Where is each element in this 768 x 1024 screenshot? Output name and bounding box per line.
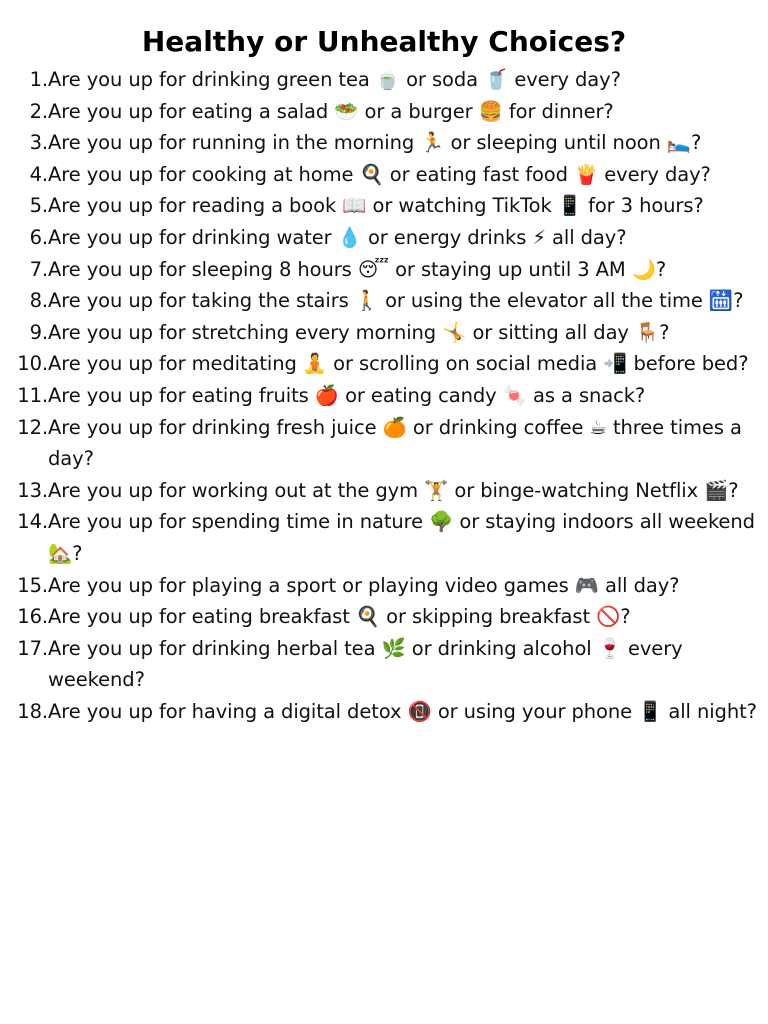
question-text: Are you up for having a digital detox 📵 or using your phone 📱 all night?	[48, 699, 757, 723]
question-number: 11.	[17, 383, 48, 407]
question-item	[0, 633, 768, 696]
question-item	[0, 190, 768, 222]
question-item	[0, 348, 768, 380]
question-item	[0, 570, 768, 602]
question-text: Are you up for cooking at home 🍳 or eating fast food 🍟 every day?	[48, 162, 711, 186]
question-text: Are you up for working out at the gym 🏋 or binge-watching Netflix 🎬?	[48, 478, 739, 502]
question-text: Are you up for eating fruits 🍎 or eating candy 🍬 as a snack?	[48, 383, 646, 407]
question-item	[0, 601, 768, 633]
question-number: 9.	[29, 320, 48, 344]
question-text: Are you up for meditating 🧘 or scrolling on social media 📲 before bed?	[48, 352, 749, 376]
question-text: Are you up for eating breakfast 🍳 or skipping breakfast 🚫?	[48, 605, 631, 629]
question-item	[0, 64, 768, 96]
question-text: Are you up for drinking fresh juice 🍊 or drinking coffee ☕ three times a day?	[48, 415, 742, 471]
question-item	[0, 412, 768, 475]
question-item	[0, 254, 768, 286]
question-text: Are you up for sleeping 8 hours 😴 or staying up until 3 AM 🌙?	[48, 257, 667, 281]
question-number: 14.	[17, 510, 48, 534]
question-item	[0, 696, 768, 728]
question-list	[0, 62, 768, 727]
question-text: Are you up for taking the stairs 🚶 or using the elevator all the time 🛗?	[48, 289, 744, 313]
question-number: 4.	[29, 162, 48, 186]
question-number: 15.	[17, 573, 48, 597]
question-number: 3.	[29, 131, 48, 155]
question-item	[0, 506, 768, 569]
question-number: 16.	[17, 605, 48, 629]
question-item	[0, 96, 768, 128]
question-item	[0, 285, 768, 317]
question-number: 13.	[17, 478, 48, 502]
question-text: Are you up for drinking herbal tea 🌿 or drinking alcohol 🍷 every weekend?	[48, 636, 683, 692]
question-item	[0, 127, 768, 159]
question-item	[0, 222, 768, 254]
page-title: Healthy or Unhealthy Choices?	[141, 25, 627, 58]
question-text: Are you up for drinking water 💧 or energy drinks ⚡ all day?	[48, 225, 627, 249]
question-number: 2.	[29, 99, 48, 123]
question-number: 6.	[29, 225, 48, 249]
question-text: Are you up for eating a salad 🥗 or a burger 🍔 for dinner?	[48, 99, 614, 123]
question-number: 8.	[29, 289, 48, 313]
question-item	[0, 475, 768, 507]
question-text: Are you up for stretching every morning 🤸 or sitting all day 🪑?	[48, 320, 670, 344]
question-text: Are you up for running in the morning 🏃 or sleeping until noon 🛌?	[48, 131, 702, 155]
question-number: 5.	[29, 194, 48, 218]
question-text: Are you up for drinking green tea 🍵 or soda 🥤 every day?	[48, 68, 621, 91]
question-number: 18.	[17, 699, 48, 723]
question-item	[0, 317, 768, 349]
question-item	[0, 159, 768, 191]
question-number: 12.	[17, 415, 48, 439]
question-number: 17.	[17, 636, 48, 660]
question-text: Are you up for spending time in nature 🌳 or staying indoors all weekend 🏡?	[48, 510, 755, 565]
question-number: 1.	[29, 68, 48, 91]
question-item	[0, 380, 768, 412]
question-number: 10.	[17, 352, 48, 376]
question-number: 7.	[29, 257, 48, 281]
question-text: Are you up for reading a book 📖 or watching TikTok 📱 for 3 hours?	[48, 194, 704, 218]
question-text: Are you up for playing a sport or playing video games 🎮 all day?	[48, 573, 680, 597]
